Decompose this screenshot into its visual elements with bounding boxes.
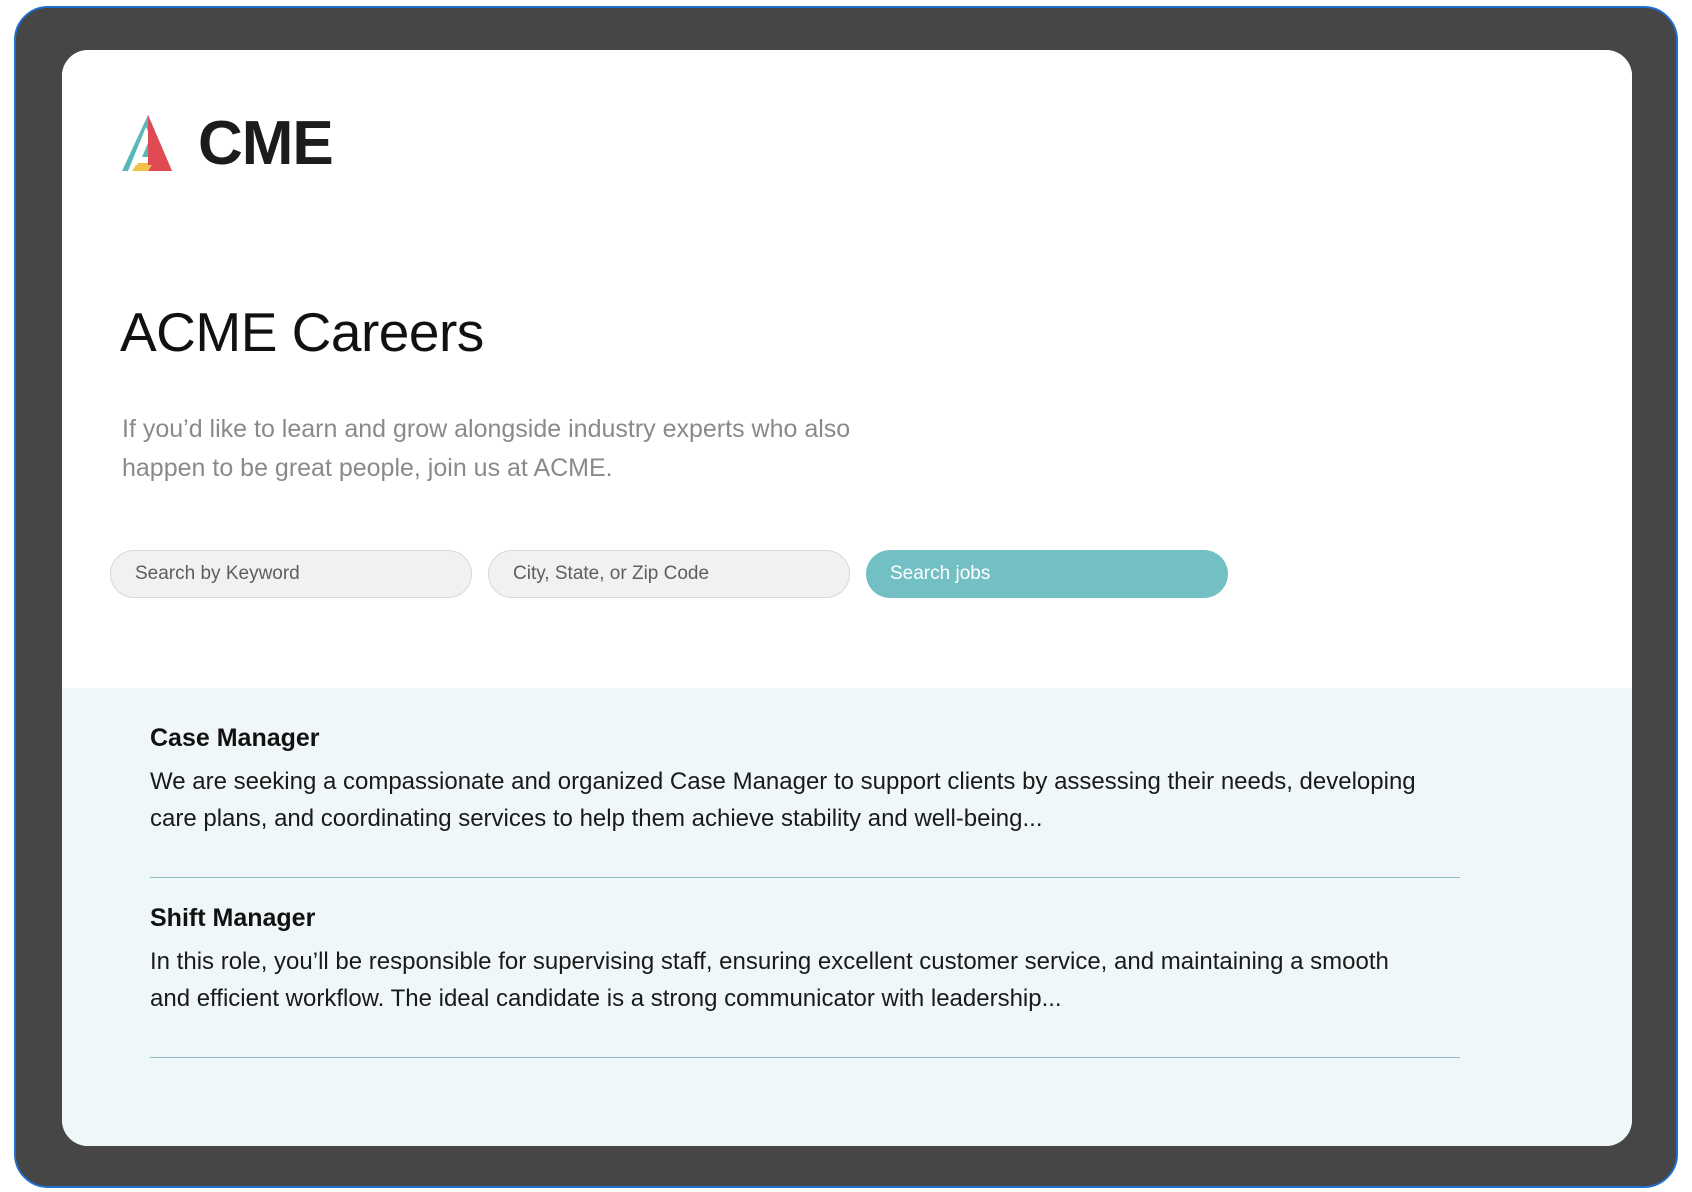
list-item[interactable] (150, 724, 1570, 847)
list-divider (150, 877, 1460, 878)
browser-viewport (62, 50, 1632, 1146)
site-logo[interactable] (122, 109, 333, 178)
job-title[interactable]: Shift Manager (150, 904, 316, 932)
job-results-list (62, 688, 1632, 1146)
hero-tagline: If you’d like to learn and grow alongside industry experts who also happen to be great people, join us at ACME. (122, 415, 851, 482)
list-item[interactable] (150, 904, 1570, 1027)
logo-wordmark: CME (198, 109, 333, 178)
search-location-input[interactable] (488, 550, 850, 598)
job-description: We are seeking a compassionate and organized Case Manager to support clients by assessing their needs, developing care plans, and coordinating services to help them achieve stability and well-being... (150, 768, 1416, 832)
hero-section (62, 50, 1632, 688)
search-keyword-input[interactable] (110, 550, 472, 598)
job-search-bar (110, 550, 1228, 598)
job-title[interactable]: Case Manager (150, 724, 320, 752)
list-divider (150, 1057, 1460, 1058)
device-frame (14, 6, 1678, 1188)
device-bezel (16, 8, 1676, 1186)
page-title: ACME Careers (120, 301, 484, 363)
acme-triangle-logo-icon (122, 113, 194, 175)
job-description: In this role, you’ll be responsible for supervising staff, ensuring excellent customer service, and maintaining a smooth and efficient workflow. The ideal candidate is a strong communicator with leadership... (150, 948, 1389, 1012)
search-jobs-button[interactable]: Search jobs (866, 550, 1228, 598)
